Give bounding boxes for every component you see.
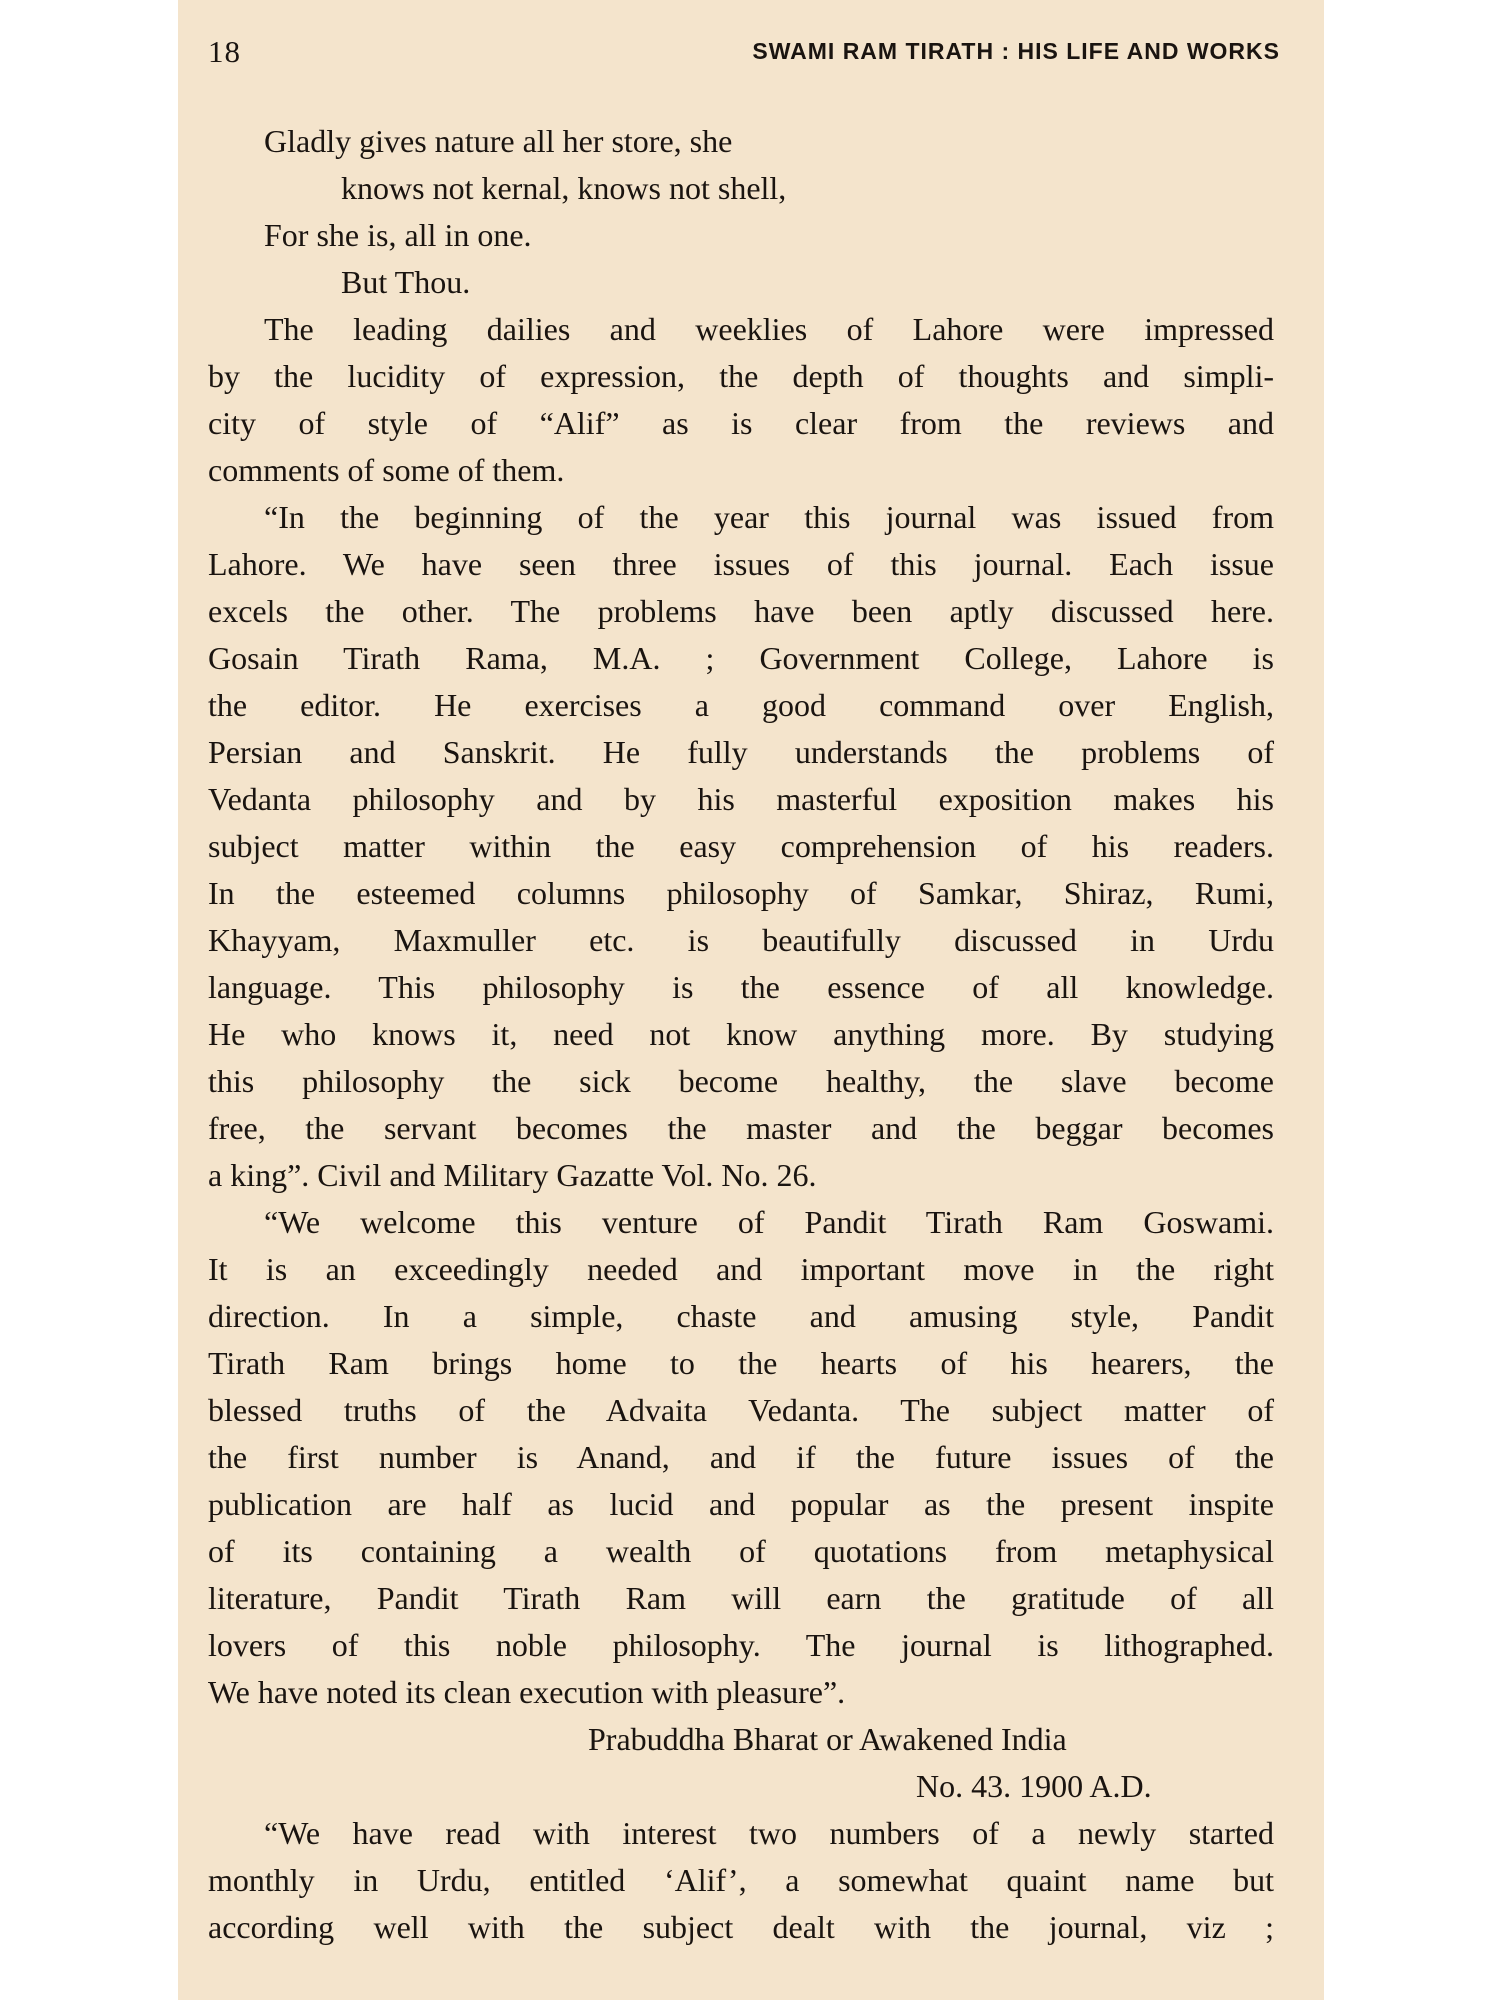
text-line: In the esteemed columns philosophy of Samkar, Shiraz, Rumi, xyxy=(208,875,1274,911)
book-page xyxy=(178,0,1324,2000)
text-line: subject matter within the easy comprehension of his readers. xyxy=(208,828,1274,864)
text-line: excels the other. The problems have been aptly discussed here. xyxy=(208,593,1274,629)
text-line: lovers of this noble philosophy. The journal is lithographed. xyxy=(208,1627,1274,1663)
text-line: The leading dailies and weeklies of Lahore were impressed xyxy=(264,311,1274,347)
text-line: We have noted its clean execution with pleasure”. xyxy=(208,1674,846,1710)
text-line: a king”. Civil and Military Gazatte Vol. No. 26. xyxy=(208,1157,817,1193)
text-line: language. This philosophy is the essence of all knowledge. xyxy=(208,969,1274,1005)
review-prabuddha-bharat xyxy=(208,1199,1274,1716)
attribution xyxy=(208,1716,1274,1810)
attribution-source: Prabuddha Bharat or Awakened India xyxy=(588,1721,1067,1757)
poem-line: knows not kernal, knows not shell, xyxy=(341,170,787,206)
intro-paragraph xyxy=(208,306,1274,494)
review-civil-military-gazette xyxy=(208,494,1274,1199)
text-line: publication are half as lucid and popular as the present inspite xyxy=(208,1486,1274,1522)
text-line: Tirath Ram brings home to the hearts of his hearers, the xyxy=(208,1345,1274,1381)
text-line: city of style of “Alif” as is clear from the reviews and xyxy=(208,405,1274,441)
text-line: comments of some of them. xyxy=(208,452,565,488)
text-line: according well with the subject dealt with the journal, viz ; xyxy=(208,1909,1274,1945)
poem-line: But Thou. xyxy=(341,264,471,300)
text-line: Khayyam, Maxmuller etc. is beautifully discussed in Urdu xyxy=(208,922,1274,958)
poem-stanza xyxy=(208,118,1274,306)
running-title: SWAMI RAM TIRATH : HIS LIFE AND WORKS xyxy=(752,38,1280,64)
text-line: Lahore. We have seen three issues of this journal. Each issue xyxy=(208,546,1274,582)
page-number: 18 xyxy=(208,34,241,69)
text-line: Gosain Tirath Rama, M.A. ; Government College, Lahore is xyxy=(208,640,1274,676)
text-line: free, the servant becomes the master and the beggar becomes xyxy=(208,1110,1274,1146)
attribution-issue: No. 43. 1900 A.D. xyxy=(916,1768,1152,1804)
text-line: the editor. He exercises a good command over English, xyxy=(208,687,1274,723)
text-line: “In the beginning of the year this journal was issued from xyxy=(264,499,1274,535)
text-line: Vedanta philosophy and by his masterful exposition makes his xyxy=(208,781,1274,817)
text-line: monthly in Urdu, entitled ‘Alif’, a somewhat quaint name but xyxy=(208,1862,1274,1898)
text-line: “We welcome this venture of Pandit Tirath Ram Goswami. xyxy=(264,1204,1274,1240)
text-line: of its containing a wealth of quotations from metaphysical xyxy=(208,1533,1274,1569)
poem-line: For she is, all in one. xyxy=(264,217,532,253)
page-header xyxy=(208,34,1280,74)
review-third xyxy=(208,1810,1274,1951)
page-body xyxy=(208,118,1274,1951)
text-line: It is an exceedingly needed and important move in the right xyxy=(208,1251,1274,1287)
text-line: He who knows it, need not know anything more. By studying xyxy=(208,1016,1274,1052)
text-line: direction. In a simple, chaste and amusing style, Pandit xyxy=(208,1298,1274,1334)
text-line: the first number is Anand, and if the future issues of the xyxy=(208,1439,1274,1475)
text-line: this philosophy the sick become healthy, the slave become xyxy=(208,1063,1274,1099)
poem-line: Gladly gives nature all her store, she xyxy=(264,123,733,159)
text-line: blessed truths of the Advaita Vedanta. The subject matter of xyxy=(208,1392,1274,1428)
text-line: literature, Pandit Tirath Ram will earn the gratitude of all xyxy=(208,1580,1274,1616)
text-line: Persian and Sanskrit. He fully understands the problems of xyxy=(208,734,1274,770)
text-line: “We have read with interest two numbers of a newly started xyxy=(264,1815,1274,1851)
text-line: by the lucidity of expression, the depth of thoughts and simpli- xyxy=(208,358,1274,394)
